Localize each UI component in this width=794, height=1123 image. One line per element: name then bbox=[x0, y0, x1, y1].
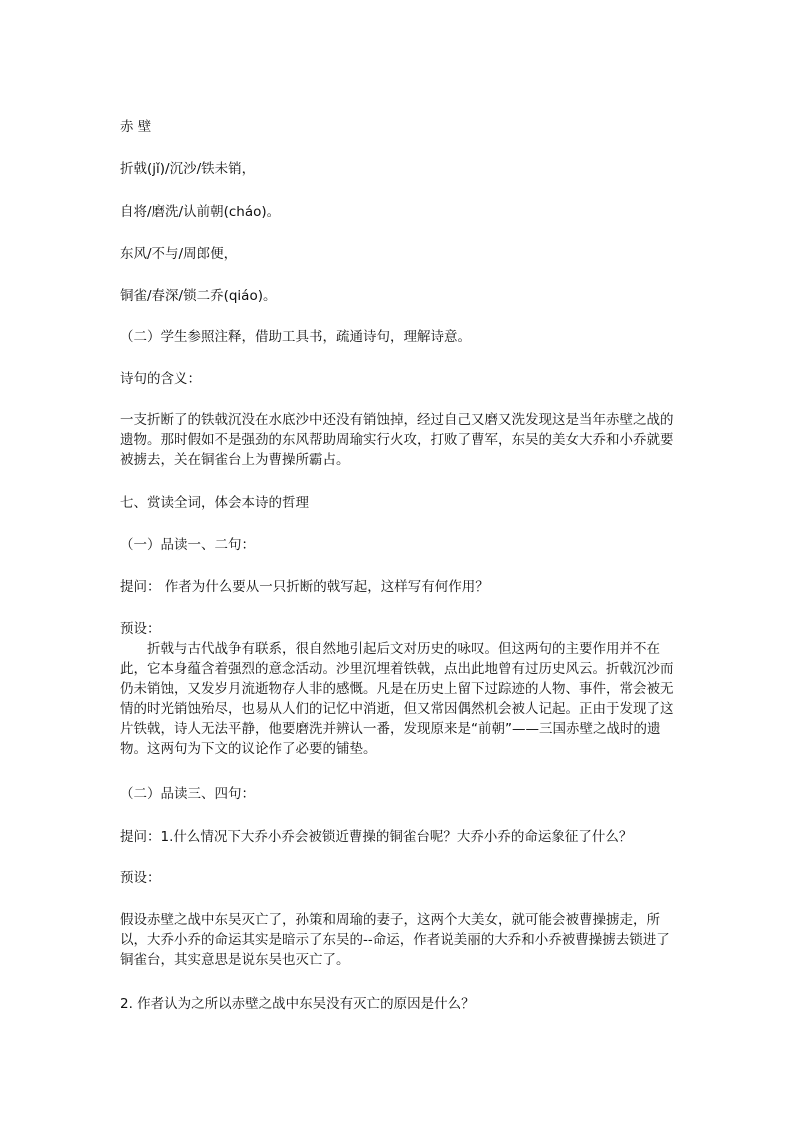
preset-label-1: 预设： bbox=[120, 621, 161, 637]
poem-line-3: 东风/不与/周郎便， bbox=[120, 246, 238, 262]
question-2: 提问：1.什么情况下大乔小乔会被锁近曹操的铜雀台呢？大乔小乔的命运象征了什么？ bbox=[120, 829, 633, 845]
answer-2-paragraph: 假设赤壁之战中东吴灭亡了，孙策和周瑜的妻子，这两个大美女，就可能会被曹操掳走，所以，大乔小乔的命运其实是暗示了东吴的--命运，作者说美丽的大乔和小乔被曹操掳去锁进了铜雀台，其实意思是说东吴也灭亡了。 bbox=[120, 912, 670, 968]
poem-line-1: 折戟(jǐ)/沉沙/铁未销， bbox=[120, 161, 256, 177]
question-1: 提问： 作者为什么要从一只折断的戟写起，这样写有何作用？ bbox=[120, 579, 489, 595]
step-2-heading: （二）学生参照注释，借助工具书，疏通诗句，理解诗意。 bbox=[120, 329, 471, 345]
meaning-paragraph: 一支折断了的铁戟沉没在水底沙中还没有销蚀掉，经过自己又磨又洗发现这是当年赤壁之战的遗物。那时假如不是强劲的东风帮助周瑜实行火攻，打败了曹军，东吴的美女大乔和小乔就要被掳去，关在铜雀台上为曹操所霸占。 bbox=[120, 412, 674, 468]
poem-line-2: 自将/磨洗/认前朝(cháo)。 bbox=[120, 204, 281, 220]
preset-label-2: 预设： bbox=[120, 870, 161, 886]
document-title: 赤 壁 bbox=[120, 119, 152, 135]
subsection-1-heading: （一）品读一、二句： bbox=[120, 537, 255, 553]
answer-1-paragraph: 折戟与古代战争有联系，很自然地引起后文对历史的咏叹。但这两句的主要作用并不在此，它本身蕴含着强烈的意念活动。沙里沉埋着铁戟，点出此地曾有过历史风云。折戟沉沙而仍未销蚀，又发岁月流逝物存人非的感慨。凡是在历史上留下过踪迹的人物、事件，常会被无情的时光销蚀殆尽，也易从人们的记忆中消逝，但又常因偶然机会被人记起。正由于发现了这片铁戟，诗人无法平静，他要磨洗并辨认一番，发现原来是“前朝”——三国赤壁之战时的遗物。这两句为下文的议论作了必要的铺垫。 bbox=[120, 641, 674, 757]
section-7-heading: 七、赏读全词，体会本诗的哲理 bbox=[120, 495, 309, 511]
question-3: 2. 作者认为之所以赤壁之战中东吴没有灭亡的原因是什么？ bbox=[120, 996, 475, 1012]
poem-line-4: 铜雀/春深/锁二乔(qiáo)。 bbox=[120, 288, 277, 304]
subsection-2-heading: （二）品读三、四句： bbox=[120, 786, 255, 802]
meaning-heading: 诗句的含义： bbox=[120, 371, 201, 387]
